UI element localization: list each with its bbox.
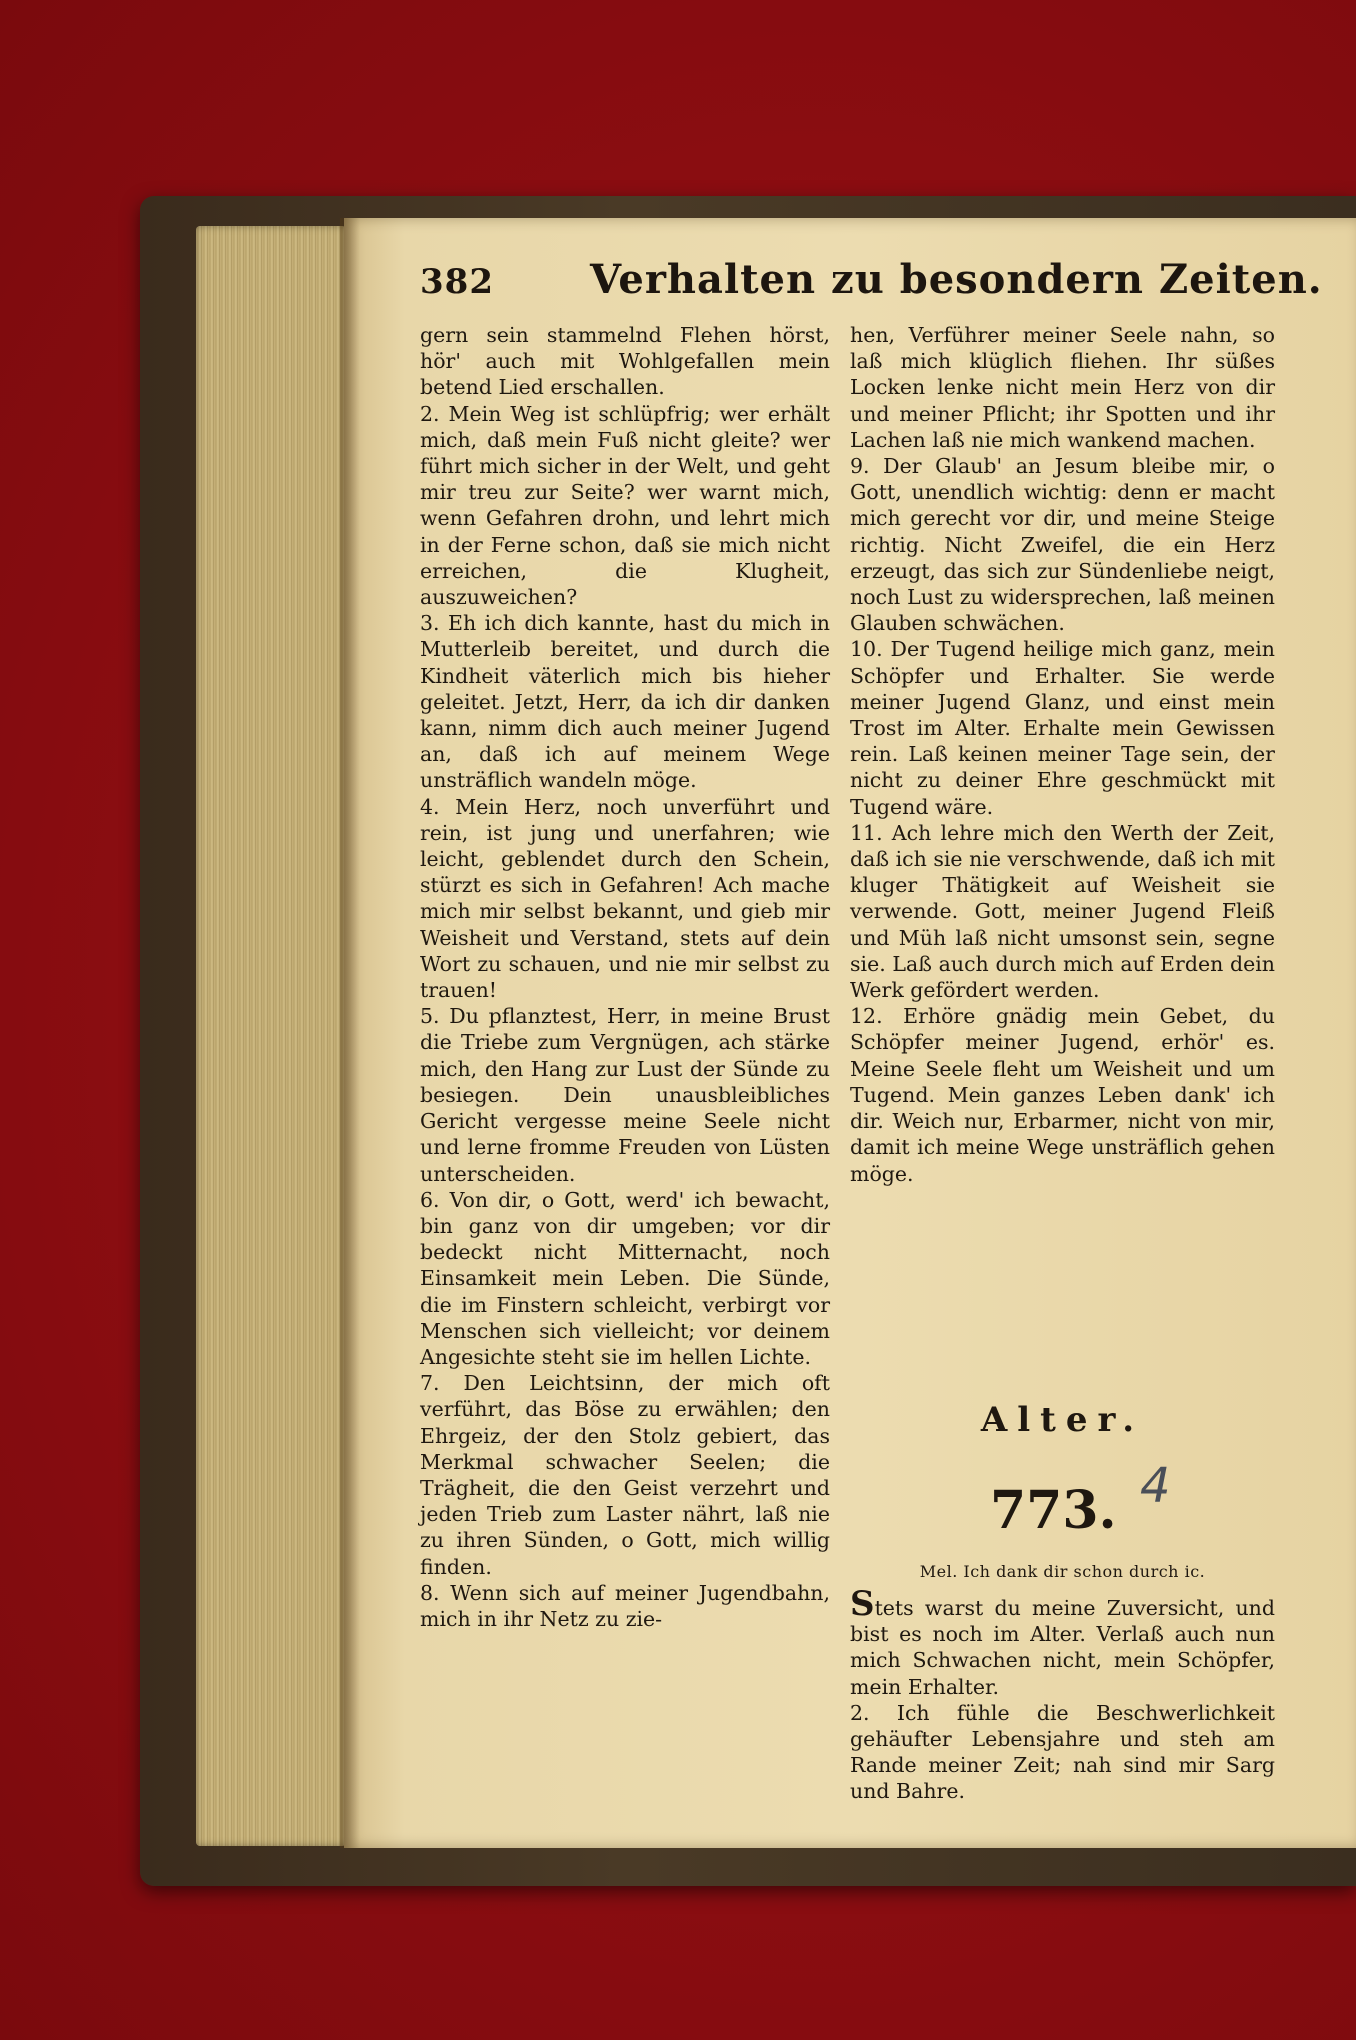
verse-paragraph: 7. Den Leichtsinn, der mich oft verführt, das Böse zu erwählen; den Ehrgeiz, der den Stolz gebiert, das Merkmal schwacher Seelen; die Trägheit, die den Geist verzehrt und jeden Trieb zum Laster nährt, laß nie zu ihren Sünden, o Gott, mich willig finden.: [420, 1371, 830, 1579]
verse-paragraph: 10. Der Tugend heilige mich ganz, mein Schöpfer und Erhalter. Sie werde meiner Jugend Glanz, und einst mein Trost im Alter. Erhalte mein Gewissen rein. Laß keinen meiner Tage sein, der nicht zu deiner Ehre geschmückt mit Tugend wäre.: [850, 637, 1275, 819]
hymn-verse-1: [850, 1584, 1275, 1700]
page-number: 382: [420, 262, 494, 302]
hymn-section-alter: [850, 1400, 1275, 1805]
hymn-verse-1-text: tets warst du meine Zuversicht, und bist es noch im Alter. Verlaß auch nun mich Schwachen nicht, mein Schöpfer, mein Erhalter.: [850, 1596, 1275, 1699]
left-column: [420, 322, 830, 1632]
verse-paragraph: 9. Der Glaub' an Jesum bleibe mir, o Gott, unendlich wichtig: denn er macht mich gerecht vor dir, und meine Steige richtig. Nicht Zweifel, die ein Herz erzeugt, das sich zur Sündenliebe neigt, noch Lust zu widersprechen, laß meinen Glauben schwächen.: [850, 454, 1275, 636]
verse-paragraph: 3. Eh ich dich kannte, hast du mich in Mutterleib bereitet, und durch die Kindheit väterlich mich bis hieher geleitet. Jetzt, Herr, da ich dir danken kann, nimm dich auch meiner Jugend an, daß ich auf meinem Wege unsträflich wandeln möge.: [420, 611, 830, 793]
dropcap: S: [850, 1584, 875, 1624]
handwritten-mark: 4: [1140, 1458, 1171, 1514]
section-title: Alter.: [980, 1400, 1145, 1440]
melody-line: Mel. Ich dank dir schon durch ic.: [919, 1562, 1206, 1581]
verse-paragraph: hen, Verführer meiner Seele nahn, so laß mich klüglich fliehen. Ihr süßes Locken lenke nicht mein Herz von dir und meiner Pflicht; ihr Spotten und ihr Lachen laß nie mich wankend machen.: [850, 323, 1275, 452]
verse-paragraph: 6. Von dir, o Gott, werd' ich bewacht, bin ganz von dir umgeben; vor dir bedeckt nicht Mitternacht, noch Einsamkeit mein Leben. Die Sünde, die im Finstern schleicht, verbirgt vor Menschen sich vielleicht; vor deinem Angesichte steht sie im hellen Lichte.: [420, 1187, 830, 1369]
verse-paragraph: 2. Mein Weg ist schlüpfrig; wer erhält mich, daß mein Fuß nicht gleite? wer führt mich sicher in der Welt, und geht mir treu zur Seite? wer warnt mich, wenn Gefahren drohn, und lehrt mich in der Ferne schon, daß sie mich nicht erreichen, die Klugheit, auszuweichen?: [420, 401, 830, 610]
spine-shadow: [340, 218, 360, 1848]
verse-paragraph: 8. Wenn sich auf meiner Jugendbahn, mich in ihr Netz zu zie-: [420, 1580, 830, 1631]
hymn-verse-2: 2. Ich fühle die Beschwerlichkeit gehäufter Lebensjahre und steh am Rande meiner Zeit; nah sind mir Sarg und Bahre.: [850, 1700, 1275, 1804]
hymn-number: 773.: [990, 1480, 1117, 1541]
hymn-number-row: [850, 1458, 1275, 1550]
page-edges: [196, 226, 346, 1846]
running-title: Verhalten zu besondern Zeiten.: [590, 256, 1323, 303]
verse-paragraph: 12. Erhöre gnädig mein Gebet, du Schöpfer meiner Jugend, erhör' es. Meine Seele fleht um Weisheit und um Tugend. Mein ganzes Leben dank' ich dir. Weich nur, Erbarmer, nicht von mir, damit ich meine Wege unsträflich gehen möge.: [850, 1004, 1275, 1186]
page-header: [420, 256, 1323, 316]
hymn-text: [850, 1584, 1275, 1805]
verse-paragraph: 11. Ach lehre mich den Werth der Zeit, daß ich sie nie verschwende, daß ich mit kluger Thätigkeit auf Weisheit sie verwende. Gott, meiner Jugend Fleiß und Müh laß nicht umsonst sein, segne sie. Laß auch durch mich auf Erden dein Werk gefördert werden.: [850, 820, 1275, 1003]
verse-paragraph: 4. Mein Herz, noch unverführt und rein, ist jung und unerfahren; wie leicht, geblendet durch den Schein, stürzt es sich in Gefahren! Ach mache mich mir selbst bekannt, und gieb mir Weisheit und Verstand, stets auf dein Wort zu schauen, und nie mir selbst zu trauen!: [420, 794, 830, 1003]
right-column: [850, 322, 1275, 1187]
verse-paragraph: gern sein stammelnd Flehen hörst, hör' auch mit Wohlgefallen mein betend Lied erschallen.: [420, 323, 830, 400]
verse-paragraph: 5. Du pflanztest, Herr, in meine Brust die Triebe zum Vergnügen, ach stärke mich, den Hang zur Lust der Sünde zu besiegen. Dein unausbleibliches Gericht vergesse meine Seele nicht und lerne fromme Freuden von Lüsten unterscheiden.: [420, 1004, 830, 1186]
